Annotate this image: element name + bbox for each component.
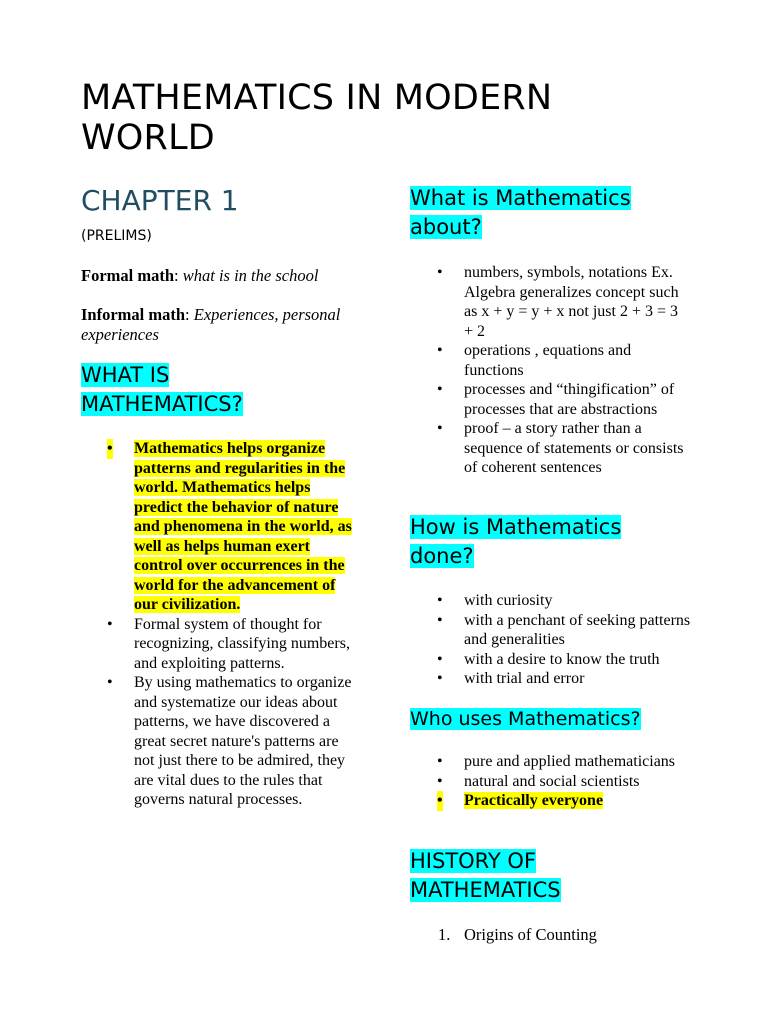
what-is-mathematics-heading-text: WHAT IS MATHEMATICS?	[81, 363, 243, 416]
informal-sep: :	[185, 305, 190, 324]
bullet-icon: •	[437, 592, 443, 609]
who-heading-text: Who uses Mathematics?	[410, 708, 641, 730]
list-number: 1.	[438, 925, 451, 944]
informal-math-desc: Experiences, personal experiences	[81, 305, 341, 344]
what-is-mathematics-list	[107, 439, 356, 810]
formal-math-definition	[81, 266, 351, 286]
list-item	[437, 669, 694, 689]
list-item	[107, 615, 356, 674]
list-item-text: operations , equations and functions	[464, 342, 632, 379]
list-item	[437, 752, 686, 772]
list-item-text: processes and “thingification” of processes that are abstractions	[464, 381, 675, 418]
informal-math-term: Informal math	[81, 305, 186, 324]
bullet-icon: •	[437, 753, 443, 770]
how-is-mathematics-done-heading	[410, 513, 670, 571]
list-item	[437, 263, 686, 341]
prelims-label: (PRELIMS)	[81, 228, 152, 244]
bullet-icon: •	[107, 615, 113, 633]
list-item-text: By using mathematics to organize and systematize our ideas about patterns, we have discovered a great secret nature's patterns are not just there to be admired, they are vital dues to the rules that governs natural processes.	[134, 674, 352, 808]
history-list	[438, 925, 686, 945]
bullet-icon: •	[437, 772, 443, 790]
list-item-text: with a penchant of seeking patterns and generalities	[464, 611, 691, 648]
history-of-mathematics-heading	[410, 847, 610, 905]
list-item	[437, 380, 686, 419]
list-item	[107, 439, 356, 615]
bullet-icon: •	[107, 440, 113, 457]
who-uses-mathematics-heading	[410, 705, 680, 734]
formal-math-term: Formal math	[81, 266, 175, 285]
list-item	[437, 611, 694, 650]
how-list	[437, 591, 694, 689]
bullet-icon: •	[437, 342, 443, 359]
formal-sep: :	[174, 266, 179, 285]
list-item-text: with a desire to know the truth	[464, 650, 660, 668]
bullet-icon: •	[437, 381, 443, 398]
bullet-icon: •	[437, 611, 443, 629]
informal-math-definition	[81, 305, 351, 345]
list-item	[437, 341, 686, 380]
list-item	[437, 419, 686, 478]
list-item-text: with curiosity	[464, 592, 553, 609]
formal-math-desc: what is in the school	[182, 266, 319, 285]
list-item-text: pure and applied mathematicians	[464, 753, 676, 770]
bullet-icon: •	[437, 650, 443, 668]
bullet-icon: •	[437, 420, 443, 437]
bullet-icon: •	[437, 792, 443, 809]
about-heading-text: What is Mathematics about?	[410, 186, 631, 239]
what-is-mathematics-about-heading	[410, 184, 670, 242]
bullet-icon: •	[437, 264, 443, 281]
list-item-text: Origins of Counting	[464, 925, 597, 944]
bullet-icon: •	[437, 670, 443, 687]
list-item	[107, 673, 356, 810]
list-item	[437, 591, 694, 611]
about-list	[437, 263, 686, 478]
how-heading-text: How is Mathematics done?	[410, 515, 622, 568]
bullet-icon: •	[107, 674, 113, 691]
list-item-text: numbers, symbols, notations Ex. Algebra generalizes concept such as x + y = y + x not just 2 + 3 = 3 + 2	[464, 264, 679, 340]
list-item-text: with trial and error	[464, 670, 585, 687]
what-is-mathematics-heading	[81, 361, 281, 419]
who-list	[437, 752, 686, 811]
list-item-text: natural and social scientists	[464, 772, 640, 790]
list-item	[437, 791, 686, 811]
list-item-text: Formal system of thought for recognizing, classifying numbers, and exploiting patterns.	[134, 615, 350, 672]
list-item-text: Practically everyone	[464, 792, 604, 809]
list-item	[437, 772, 686, 792]
list-item-text: proof – a story rather than a sequence of statements or consists of coherent sentences	[464, 420, 684, 476]
list-item	[438, 925, 686, 945]
document-title: MATHEMATICS IN MODERN WORLD	[81, 78, 553, 158]
chapter-heading: CHAPTER 1	[81, 184, 239, 217]
history-heading-text: HISTORY OF MATHEMATICS	[410, 849, 561, 902]
list-item	[437, 650, 694, 670]
list-item-text: Mathematics helps organize patterns and regularities in the world. Mathematics helps predict the behavior of nature and phenomena in the world, as well as helps human exert control over occurrences in the world for the advancement of our civilization.	[134, 440, 352, 613]
